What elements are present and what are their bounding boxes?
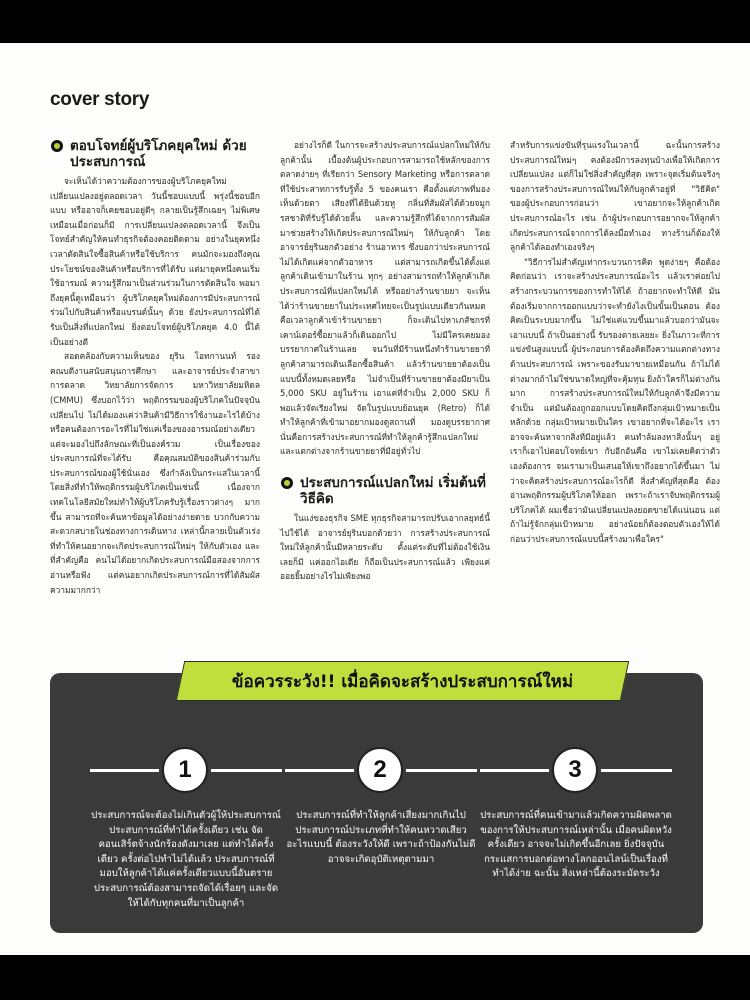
warning-banner: [176, 661, 630, 701]
number-badge: 3: [552, 747, 598, 793]
warning-text: ประสบการณ์ที่คนเข้ามาแล้วเกิดความผิดพลาดของการให้ประสบการณ์เหล่านั้น เมื่อคนผิดหวังครั้งเดียว อาจจะไม่เกิดขึ้นอีกเลย ยิ่งปัจจุบันกระแสการบอกต่อทางโลกออนไลน์เป็นเรื่องที่ทำได้ง่าย ฉะนั้น สิ่งเหล่านี้ต้องระมัดระวัง: [480, 810, 672, 880]
warning-text: ประสบการณ์ที่ทำให้ลูกค้าเสี่ยงมากเกินไป ประสบการณ์ประเภทที่ทำให้คนหวาดเสียวอะไรแบบนี้ ต้องระวังให้ดี เพราะถ้าป้องกันไม่ดีอาจจะเกิดอุบัติเหตุตามมา: [286, 810, 476, 865]
paragraph: สำหรับการแข่งขันที่รุนแรงในเวลานี้ ฉะนั้นการสร้างประสบการณ์ใหม่ๆ คงต้องมีการลงทุนบ้างเพื่อให้เกิดการเปลี่ยนแปลง แต่ก็ไม่ใช่สิ่งสำคัญที่สุด เพราะจุดเริ่มต้นจริงๆ ของการสร้างประสบการณ์ใหม่ให้กับลูกค้าอยู่ที่ "วิธีคิด" ของผู้ประกอบการก่อนว่า เขาอยากจะให้ลูกค้าเกิดประสบการณ์อะไร เช่น ถ้าผู้ประกอบการอยากจะให้ลูกค้าเกิดประสบการณ์จากการได้ลงมือทำเอง ทางร้านก็ต้องให้ลูกค้าได้ลองทำเองจริงๆ: [510, 140, 720, 253]
number-badge: 1: [162, 747, 208, 793]
warning-box: [50, 673, 703, 933]
magazine-page: [0, 43, 750, 955]
paragraph: อย่างไรก็ดี ในการจะสร้างประสบการณ์แปลกใหม่ให้กับลูกค้านั้น เบื้องต้นผู้ประกอบการสามารถใช้หลักของการตลาดง่ายๆ ที่เรียกว่า Sensory Marketing หรือการตลาดที่ใช้ประสาทการรับรู้ทั้ง 5 ของคนเรา คือตั้งแต่ภาพที่มองเห็นด้วยตา เสียงที่ได้ยินด้วยหู กลิ่นที่สัมผัสได้ด้วยจมูก รสชาติที่รับรู้ได้ด้วยลิ้น และความรู้สึกที่ได้จากการสัมผัส มาช่วยสร้างให้เกิดประสบการณ์ใหม่ๆ ให้กับลูกค้า โดยอาจารย์ยุรินยกตัวอย่าง ร้านอาหาร ซึ่งบอกว่าประสบการณ์ไม่ได้เกิดแค่จากตัวอาหาร แต่สามารถเกิดขึ้นได้ตั้งแต่ลูกค้าเดินเข้ามาในร้าน ทุกๆ อย่างสามารถทำให้ลูกค้าเกิดประสบการณ์ที่แปลกใหม่ได้ หรืออย่างร้านขายยา จะเห็นได้ว่าร้านขายยาในประเทศไทยจะเป็นรูปแบบเดียวกันหมด คือเวลาลูกค้าเข้าร้านขายยา ก็จะเดินไปหาเภสัชกรที่เคาน์เตอร์ซื้อยาแล้วก็เดินออกไป ไม่มีใครเคยมองบรรยากาศในร้านเลย จนวันที่มีร้านหนึ่งทำร้านขายยาที่ลูกค้าสามารถเดินเลือกซื้อสินค้า แล้วร้านขายยาต้องเป็นแบบนี้ทั้งหมดเลยหรือ ไม่จำเป็นที่ร้านขายยาต้องมียาเป็น 5,000 SKU อยู่ในร้าน เอาแค่ที่จำเป็น 2,000 SKU ก็พอแล้วจัดเรียงใหม่ จัดในรูปแบบย้อนยุค (Retro) ก็ได้ ทำให้ลูกค้าที่เข้ามาอยากมองดูสถานที่ มองดูบรรยากาศ นั่นคือการสร้างประสบการณ์ที่ทำให้ลูกค้ารู้สึกแปลกใหม่ และแตกต่างจากร้านขายยาที่มีอยู่ทั่วไป: [280, 140, 490, 457]
section-heading-1: [50, 138, 260, 170]
paragraph: ในแง่ของธุรกิจ SME ทุกธุรกิจสามารถปรับเอากลยุทธ์นี้ไปใช้ได้ อาจารย์ยุรินบอกด้วยว่า การสร้างประสบการณ์ใหม่ให้ลูกค้านั้นมีหลายระดับ ตั้งแต่ระดับที่ไม่ต้องใช้เงินเลยก็มี แค่ออกไอเดีย ก็ถือเป็นประสบการณ์แล้ว เพียงแค่ออยยิ้มอย่างไรไม่เพียงพอ: [280, 513, 490, 582]
column-1: [50, 138, 260, 597]
heading-text: ประสบการณ์แปลกใหม่ เริ่มต้นที่วิธีคิด: [300, 475, 486, 508]
section-heading-2: [280, 475, 490, 507]
heading-text: ตอบโจทย์ผู้บริโภคยุคใหม่ ด้วยประสบการณ์: [70, 138, 247, 170]
column-3: [510, 138, 720, 547]
spacer: [280, 459, 490, 475]
quote-paragraph: "วิธีการไม่สำคัญเท่ากระบวนการคิด พูดง่ายๆ คือต้องคิดก่อนว่า เราจะสร้างประสบการณ์อะไร แล้วเราค่อยไปสร้างกระบวนการของการทำให้ได้ ถ้าอยากจะทำให้ดี มันต้องเริ่มจากการออกแบบว่าจะทำยังไงเป็นขั้นเป็นตอน ต้องคิดเป็นระบบมากขึ้น ไม่ใช่แค่แวบขึ้นมาแล้วบอกว่ามันจะเอาแบบนี้ ถ้าเป็นอย่างนี้ รับรองตายเลยยะ ยิ่งในภาวะที่การแข่งขันสูงแบบนี้ ผู้ประกอบการต้องคิดถึงความแตกต่างทางด้านประสบการณ์ เพราะของรับมาขายเหมือนกัน ถ้าไม่ได้ต่างมากถ้าไม่ใช่ขนาดใหญ่ที่จะคุ้มทุน ยิ่งถ้าใครก็ไม่ต่างกันมาก การสร้างประสบการณ์ใหม่ให้กับลูกค้าจึงมีความจำเป็น แต่มันต้องถูกออกแบบโดยคิดถึงกลุ่มเป้าหมายเป็นหลักด้วย กลุ่มเป้าหมายเป็นใคร เขาอยากที่จะได้อะไร เราอาจจะค้นหาจากสิ่งที่มีอยู่แล้ว คนทำล้มลงหาสิ่งนั้นๆ อยู่ เราก็เอาไปตอบโจทย์เขา กับอีกอันคือ เขาไม่เคยคิดว่าตัวเองต้องการ จนเรามาเป็นเสนอให้เขาถึงอยากได้ขึ้นมา ไม่ว่าจะคิดสร้างประสบการณ์อะไรก็ดี สิ่งสำคัญที่สุดคือ ต้องอ่านพฤติกรรมผู้บริโภคให้ออก เพราะถ้าเราจับพฤติกรรมผู้บริโภคได้ ผมเชื่อว่ามันเปลี่ยนแปลงยอดขายได้แน่นอน แต่ถ้าไม่รู้จักกลุ่มเป้าหมาย อย่างน้อยก็ต้องตอบตัวเองให้ได้ก่อนว่าประสบการณ์แบบนี้สร้างมาเพื่อใคร": [510, 256, 720, 545]
column-2: [280, 138, 490, 584]
paragraph: สอดคล้องกับความเห็นของ ยุริน โอทกานนท์ รองคณบดีงานสนับสนุนการศึกษา และอาจารย์ประจำสาขาการตลาด วิทยาลัยการจัดการ มหาวิทยาลัยมหิดล (CMMU) ซึ่งบอกไว้ว่า พฤติกรรมของผู้บริโภคในปัจจุบันเปลี่ยนไป ไม่ได้มองแค่ว่าสินค้ามีวิธีการใช้งานอะไรได้บ้าง หรือคนต้องการอะไรที่ไม่ใช่แค่เรื่องของอารมณ์อย่างเดียว แต่จะมองไปถึงลักษณะที่เป็นองค์รวม เป็นเรื่องของประสบการณ์ที่จะได้รับ คือคุณสมบัติของสินค้าร่วมกับประสบการณ์ของผู้ใช้นั่นเอง ซึ่งกำลังเป็นกระแสในเวลานี้ โดยสิ่งที่ทำให้พฤติกรรมผู้บริโภคเป็นเช่นนี้ เนื่องจากเทคโนโลยีสมัยใหม่ทำให้ผู้บริโภครับรู้เรื่องราวต่างๆ มากขึ้น สามารถที่จะค้นหาข้อมูลได้อย่างง่ายดาย บวกกับความสะดวกสบายในช่องทางการเดินทาง เหล่านี้กลายเป็นตัวเร่งที่ทำให้คนอยากจะเกิดประสบการณ์ใหม่ๆ ให้กับตัวเอง และที่สำคัญคือ คนไม่ได้อยากเกิดประสบการณ์มือสองจากการอ่านหรือฟัง แต่คนอยากเกิดประสบการณ์การที่ได้สัมผัสความมากกว่า: [50, 351, 260, 595]
bullet-icon: [282, 478, 292, 488]
bullet-icon: [52, 141, 62, 151]
number-badge: 2: [357, 747, 403, 793]
paragraph: จะเห็นได้ว่าความต้องการของผู้บริโภคยุคใหม่ เปลี่ยนแปลงอยู่ตลอดเวลา วันนี้ชอบแบบนี้ พรุ่งนี้ชอบอีกแบบ หรืออาจก็เคยชอบอยู่ดีๆ กลายเป็นรู้สึกเฉยๆ ไม่พิเศษเหมือนเมื่อก่อนก็มี การเปลี่ยนแปลงตลอดเวลานี้ จึงเป็นโจทย์สำคัญให้คนทำธุรกิจต้องคอยติดตาม อย่างในยุคหนึ่งเวลาตัดสินใจซื้อสินค้าหรือใช้บริการ คนมักจะมองถึงคุณประโยชน์ของสินค้าหรือบริการที่ได้รับ แต่มายุคหนึ่งคนเริ่มใช้อารมณ์ ความรู้สึกมาเป็นส่วนร่วมในการตัดสินใจ พอมาถึงยุคนี้ดูเหมือนว่า ผู้บริโภคยุคใหม่ต้องการมีประสบการณ์ร่วมไปกับสินค้าหรือแบรนด์นั้นๆ ด้วย ยังประสบการณ์ที่ได้รับเป็นสิ่งที่แปลกใหม่ ยิ่งตอบโจทย์ผู้บริโภคยุค 4.0 นี้ได้เป็นอย่างดี: [50, 176, 260, 347]
warning-text: ประสบการณ์จะต้องไม่เกินตัวผู้ให้ประสบการณ์ ประสบการณ์ที่ทำได้ครั้งเดียว เช่น จัดคอนเสิร์ตจ้างนักร้องดังมาเลย แต่ทำได้ครั้งเดียว ครั้งต่อไปทำไม่ได้แล้ว ประสบการณ์ที่มอบให้ลูกค้าได้แค่ครั้งเดียวแบบนี้อันตราย ประสบการณ์ต้องสามารถจัดได้เรื่อยๆ และจัดให้ได้กับทุกคนที่มาเป็นลูกค้า: [91, 810, 281, 909]
warning-title: ข้อควรระวัง!! เมื่อคิดจะสร้างประสบการณ์ใหม่: [231, 671, 574, 692]
section-label: cover story: [50, 89, 150, 110]
